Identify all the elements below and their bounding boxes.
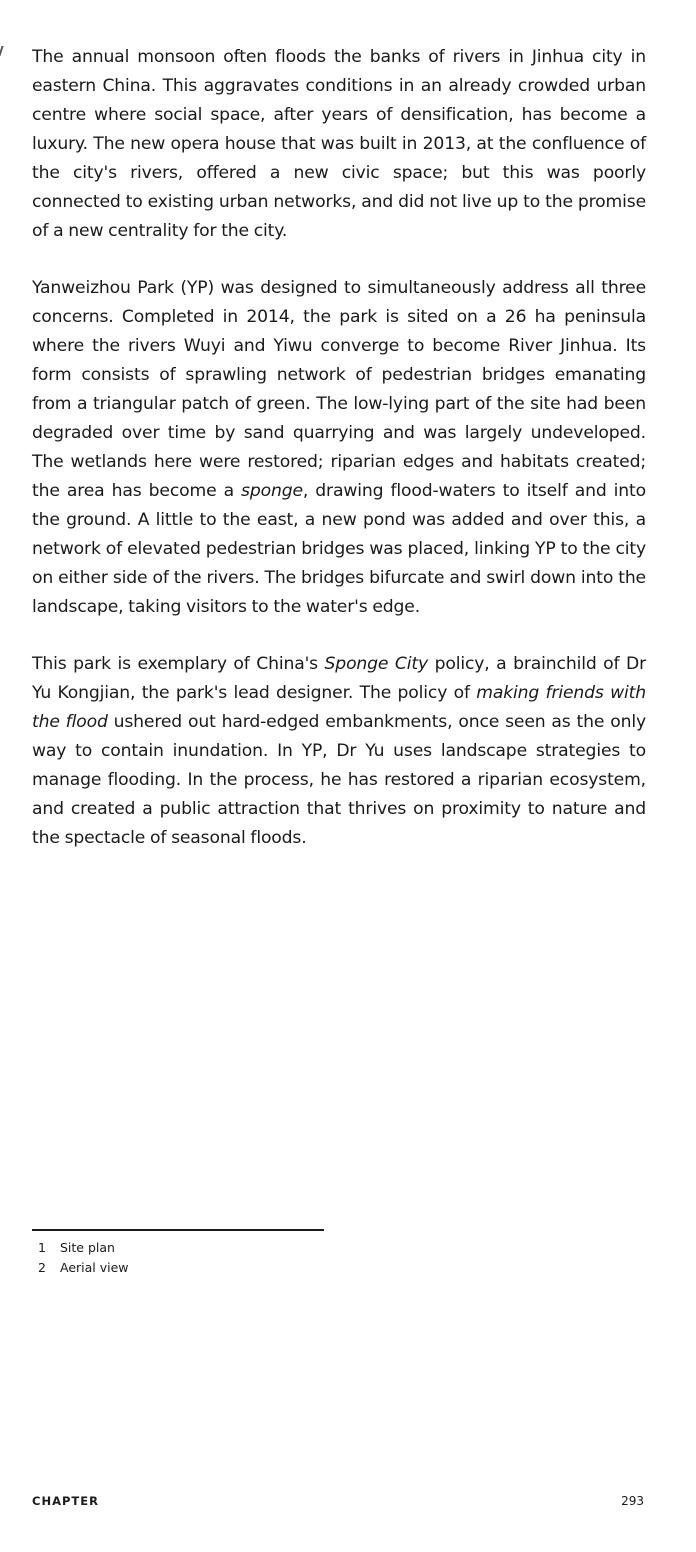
caption-rule (32, 1229, 324, 1231)
text-run: The annual monsoon often floods the banks of rivers in Jinhua city in eastern China. This aggravates conditions in an already crowded urban centre where social space, after years of densification, has become a luxury. The new opera house that was built in 2013, at the confluence of the city's rivers, offered a new civic space; but this was poorly connected to existing urban networks, and did not live up to the promise of a new centrality for the city. (32, 47, 646, 241)
caption-item (38, 1238, 129, 1258)
footer-chapter: CHAPTER (32, 1494, 99, 1508)
caption-number: 2 (38, 1260, 46, 1275)
italic-run: Sponge City (324, 654, 429, 674)
figure-captions (38, 1238, 129, 1278)
text-run: This park is exemplary of China's (32, 654, 325, 674)
caption-text: Site plan (60, 1240, 115, 1255)
paragraph (32, 650, 646, 853)
caption-number: 1 (38, 1240, 46, 1255)
italic-run: sponge (241, 481, 303, 501)
body-text (32, 43, 646, 881)
text-run: , drawing flood-waters to itself and into the ground. A little to the east, a new pond was added and over this, a network of elevated pedestrian bridges was placed, linking YP to the city on either side of the rivers. The bridges bifurcate and swirl down into the landscape, taking visitors to the water's edge. (32, 481, 646, 617)
text-run: policy, a brainchild of Dr Yu Kongjian, the park's lead designer. The policy of (32, 654, 646, 703)
page-number: 293 (621, 1494, 644, 1508)
paragraph (32, 43, 646, 246)
caption-text: Aerial view (60, 1260, 129, 1275)
text-run: Yanweizhou Park (YP) was designed to simultaneously address all three concerns. Completed in 2014, the park is sited on a 26 ha peninsula where the rivers Wuyi and Yiwu converge to become River Jinhua. Its form consists of sprawling network of pedestrian bridges emanating from a triangular patch of green. The low-lying part of the site had been degraded over time by sand quarrying and was largely undeveloped. The wetlands here were restored; riparian edges and habitats created; the area has become a (32, 278, 646, 501)
italic-run: making friends with the flood (32, 683, 646, 732)
paragraph (32, 274, 646, 622)
caption-item (38, 1258, 129, 1278)
margin-mark (0, 46, 4, 56)
text-run: ushered out hard-edged embankments, once seen as the only way to contain inundation. In YP, Dr Yu uses landscape strategies to manage flooding. In the process, he has restored a riparian ecosystem, and created a public attraction that thrives on proximity to nature and the spectacle of seasonal floods. (32, 712, 646, 848)
